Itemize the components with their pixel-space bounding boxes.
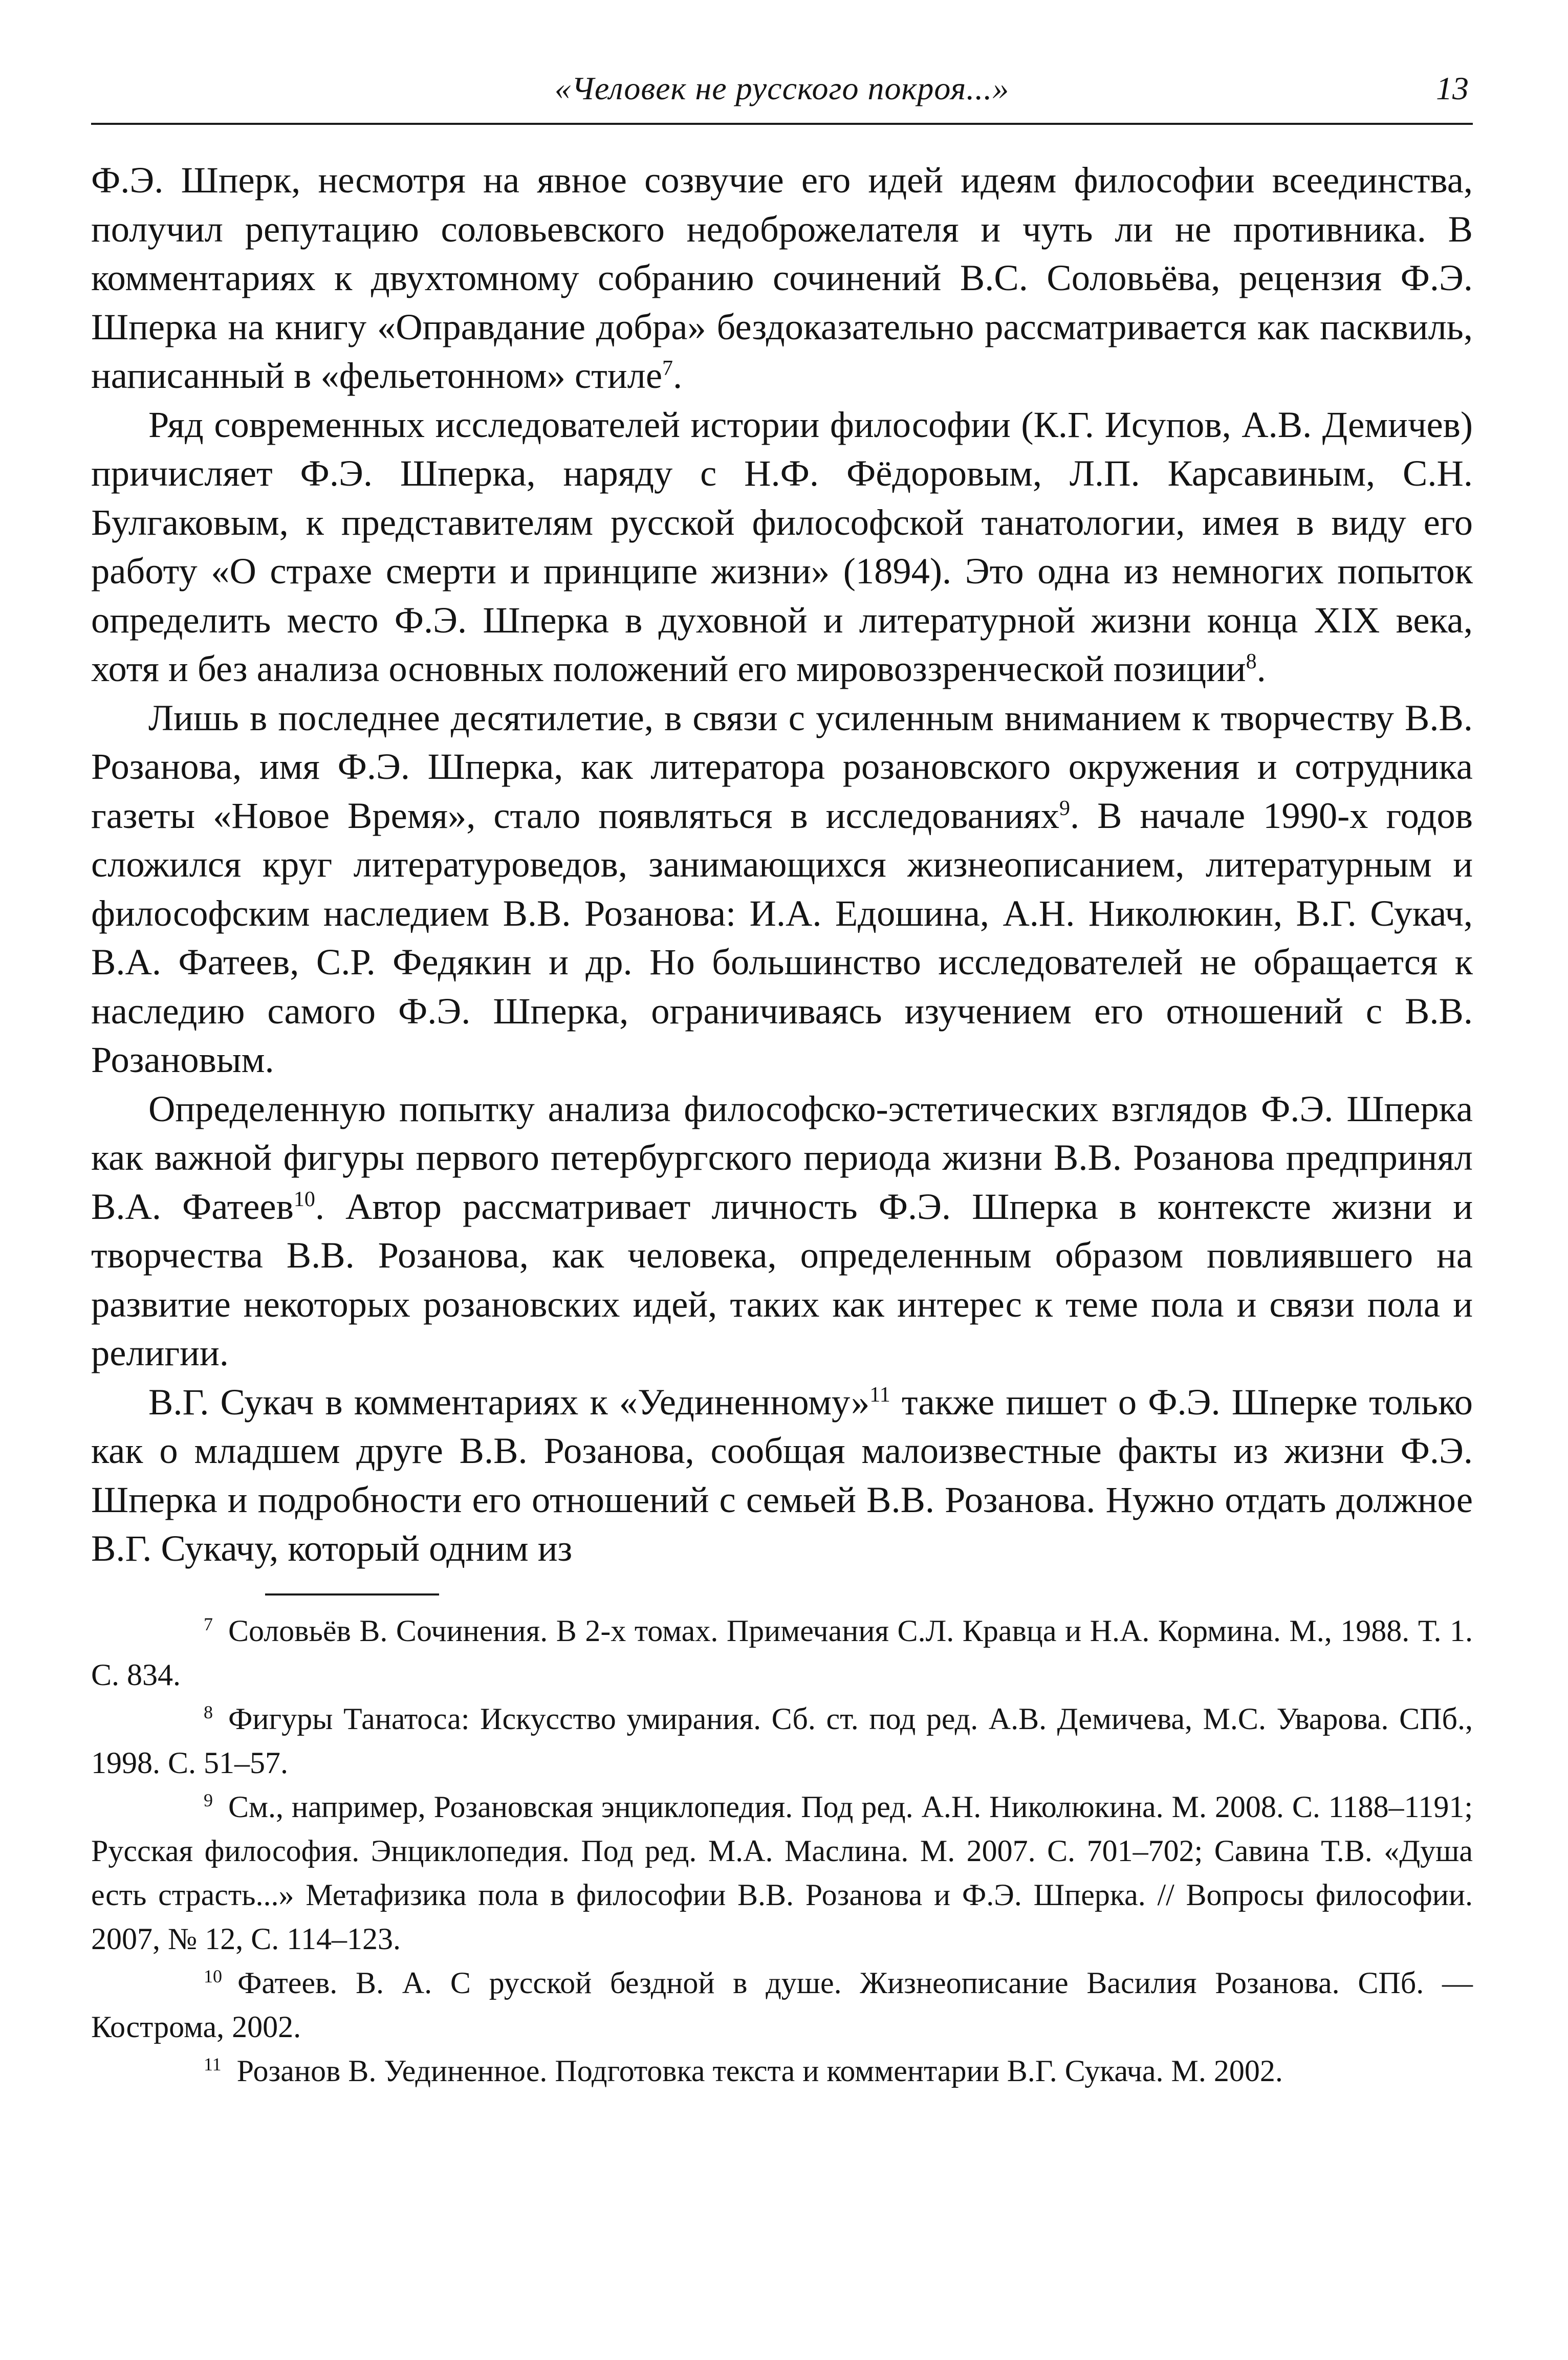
- footnote-ref-11: 11: [869, 1383, 890, 1407]
- paragraph-tail: также пишет о Ф.Э. Шперке только как о младшем друге В.В. Розанова, сообщая малоизвестные факты из жизни Ф.Э. Шперка и подробности его отношений с семьей В.В. Розанова. Нужно отдать должное В.Г. Сукачу, который одним из: [91, 1381, 1473, 1569]
- paragraph-text: Ряд современных исследователей истории философии (К.Г. Исупов, А.В. Демичев) причисляет Ф.Э. Шперка, наряду с Н.Ф. Фёдоровым, Л.П. Карсавиным, С.Н. Булгаковым, к представителям русской философской танатологии, имея в виду его работу «О страхе смерти и принципе жизни» (1894). Это одна из немногих попыток определить место Ф.Э. Шперка в духовной и литературной жизни конца XIX века, хотя и без анализа основных положений его мировоззренческой позиции: [91, 403, 1473, 689]
- footnote-text: Фатеев. В. А. С русской бездной в душе. Жизнеописание Василия Розанова. СПб. — Кострома, 2002.: [91, 1965, 1473, 2044]
- footnote-ref-8: 8: [1246, 649, 1257, 673]
- footnote-ref-10: 10: [293, 1187, 315, 1211]
- footnote-separator: [265, 1593, 439, 1596]
- paragraph-text: Ф.Э. Шперк, несмотря на явное созвучие его идей идеям философии всеединства, получил репутацию соловьевского недоброжелателя и чуть ли не противника. В комментариях к двухтомному собранию сочинений В.С. Соловьёва, рецензия Ф.Э. Шперка на книгу «Оправдание добра» бездоказательно рассматривается как пасквиль, написанный в «фельетонном» стиле: [91, 159, 1473, 396]
- running-head: [91, 67, 1473, 125]
- paragraph-1: [91, 156, 1473, 400]
- footnote-11: 11 Розанов В. Уединенное. Подготовка текста и комментарии В.Г. Сукача. М. 2002.: [204, 2053, 1283, 2088]
- footnote-text: См., например, Розановская энциклопедия. Под ред. А.Н. Николюкина. М. 2008. С. 1188–1191; Русская философия. Энциклопедия. Под ред. М.А. Маслина. М. 2007. С. 701–702; Савина Т.В. «Душа есть страсть...» Метафизика пола в философии В.В. Розанова и Ф.Э. Шперка. // Вопросы философии. 2007, № 12, С. 114–123.: [91, 1789, 1473, 1956]
- footnote-8: 8 Фигуры Танатоса: Искусство умирания. Сб. ст. под ред. А.В. Демичева, М.С. Уварова. СПб., 1998. С. 51–57.: [91, 1701, 1473, 1780]
- paragraph-text: В.Г. Сукач в комментариях к «Уединенному»: [148, 1381, 870, 1423]
- paragraph-text: Лишь в последнее десятилетие, в связи с усиленным вниманием к творчеству В.В. Розанова, имя Ф.Э. Шперка, как литератора розановского окружения и сотрудника газеты «Новое Время», стало появляться в исследованиях: [91, 696, 1473, 836]
- paragraph-tail: . Автор рассматривает личность Ф.Э. Шперка в контексте жизни и творчества В.В. Розанова, как человека, определенным образом повлиявшего на развитие некоторых розановских идей, таких как интерес к теме пола и связи пола и религии.: [91, 1185, 1473, 1373]
- running-title: «Человек не русского покроя...»: [554, 70, 1010, 106]
- paragraph-text: Определенную попытку анализа философско-эстетических взглядов Ф.Э. Шперка как важной фигуры первого петербургского периода жизни В.В. Розанова предпринял В.А. Фатеев: [91, 1087, 1473, 1227]
- book-page: [91, 67, 1473, 2093]
- paragraph-5: [91, 1378, 1473, 1573]
- footnotes: [91, 1609, 1473, 2093]
- footnote-text: Фигуры Танатоса: Искусство умирания. Сб. ст. под ред. А.В. Демичева, М.С. Уварова. СПб., 1998. С. 51–57.: [91, 1701, 1473, 1780]
- footnote-text: Соловьёв В. Сочинения. В 2-х томах. Примечания С.Л. Кравца и Н.А. Кормина. М., 1988. Т. 1. С. 834.: [91, 1613, 1473, 1692]
- footnote-ref-7: 7: [662, 356, 673, 380]
- paragraph-2: [91, 400, 1473, 693]
- paragraph-3: [91, 693, 1473, 1084]
- footnote-10: 10 Фатеев. В. А. С русской бездной в душе. Жизнеописание Василия Розанова. СПб. — Кострома, 2002.: [91, 1965, 1473, 2044]
- paragraph-4: [91, 1084, 1473, 1378]
- footnote-7: 7 Соловьёв В. Сочинения. В 2-х томах. Примечания С.Л. Кравца и Н.А. Кормина. М., 1988. Т. 1. С. 834.: [91, 1613, 1473, 1692]
- main-text: [91, 156, 1473, 1573]
- paragraph-tail: .: [673, 355, 683, 396]
- footnote-9: 9 См., например, Розановская энциклопедия. Под ред. А.Н. Николюкина. М. 2008. С. 1188–1191; Русская философия. Энциклопедия. Под ред. М.А. Маслина. М. 2007. С. 701–702; Савина Т.В. «Душа есть страсть...» Метафизика пола в философии В.В. Розанова и Ф.Э. Шперка. // Вопросы философии. 2007, № 12, С. 114–123.: [91, 1789, 1473, 1956]
- footnote-text: Розанов В. Уединенное. Подготовка текста и комментарии В.Г. Сукача. М. 2002.: [236, 2053, 1283, 2088]
- footnote-ref-9: 9: [1059, 796, 1070, 820]
- paragraph-tail: . В начале 1990-х годов сложился круг литературоведов, занимающихся жизнеописанием, литературным и философским наследием В.В. Розанова: И.А. Едошина, А.Н. Николюкин, В.Г. Сукач, В.А. Фатеев, С.Р. Федякин и др. Но большинство исследователей не обращается к наследию самого Ф.Э. Шперка, ограничиваясь изучением его отношений с В.В. Розановым.: [91, 794, 1473, 1080]
- page-number: 13: [1436, 70, 1469, 106]
- paragraph-tail: .: [1256, 648, 1266, 689]
